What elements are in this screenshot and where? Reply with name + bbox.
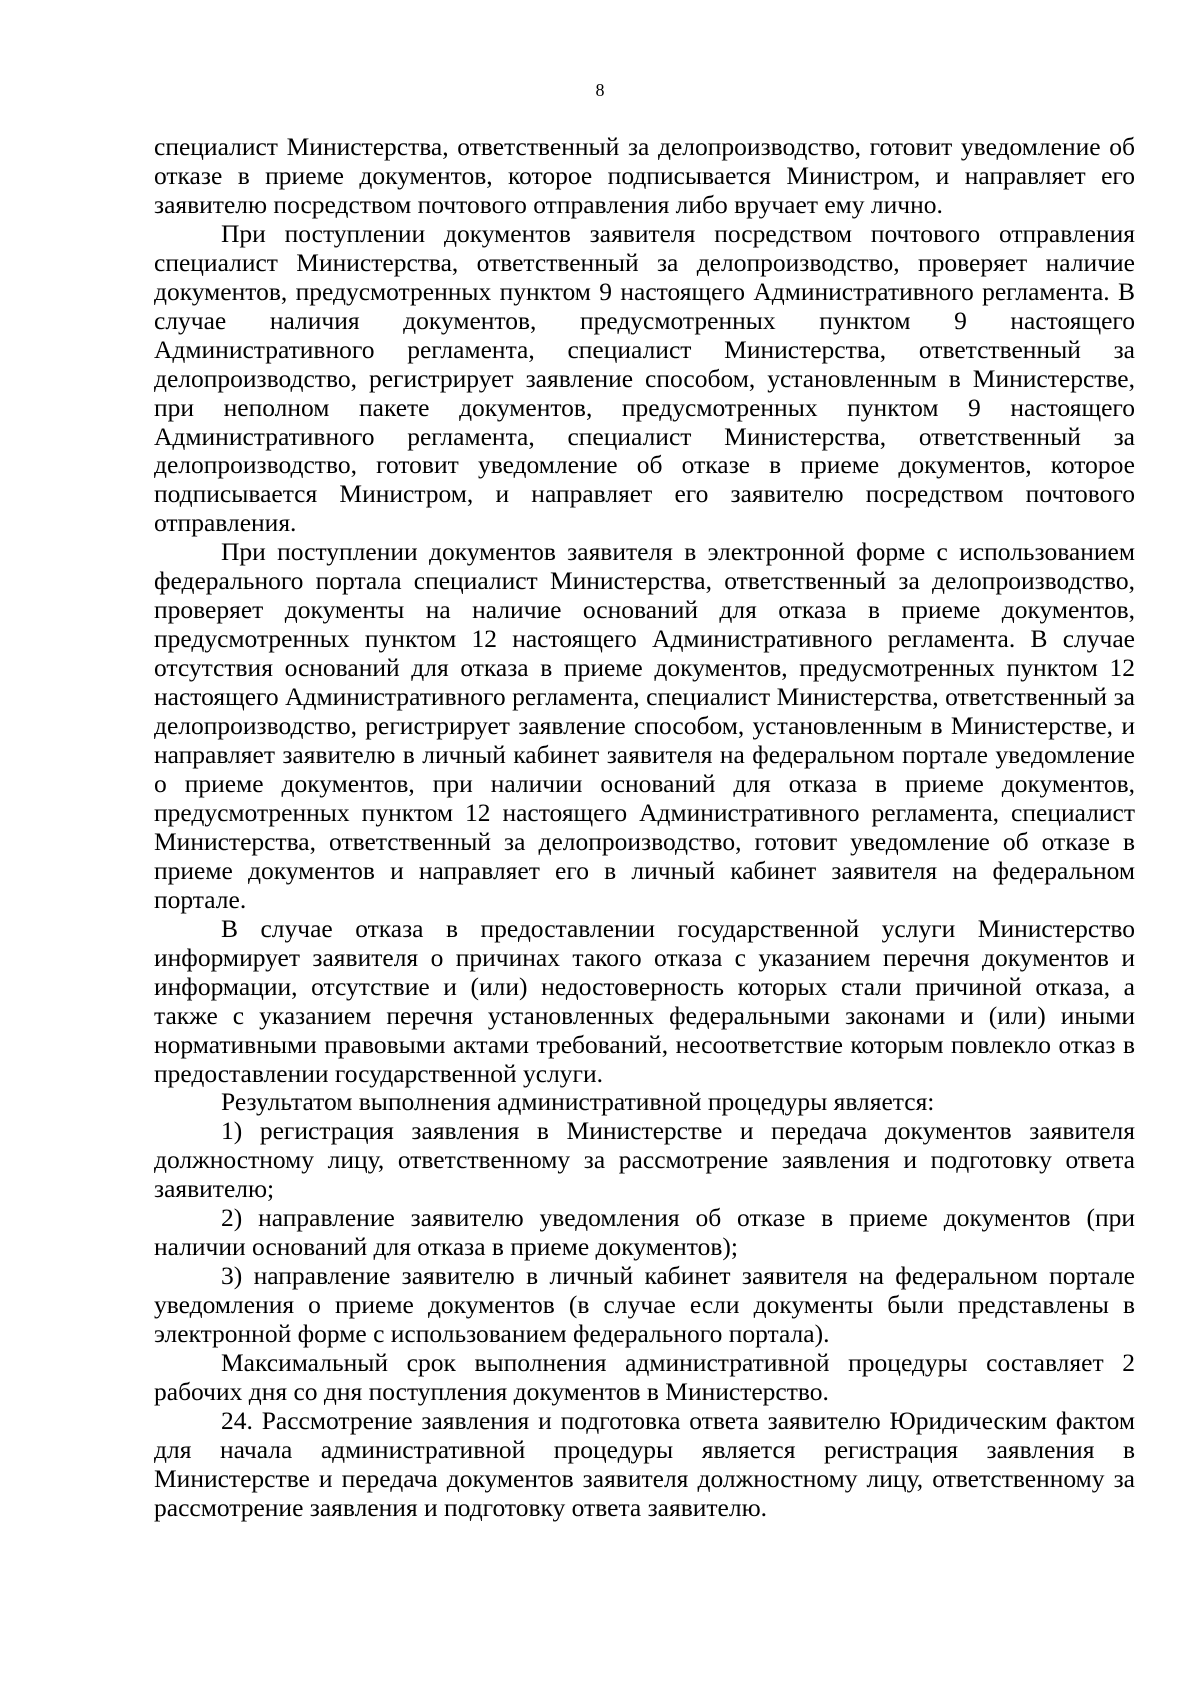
list-item: 2) направление заявителю уведомления об отказе в приеме документов (при наличии оснований для отказа в приеме документов); xyxy=(154,1203,1135,1262)
list-item: 1) регистрация заявления в Министерстве и передача документов заявителя должностному лицу, ответственному за рассмотрение заявления и подготовку ответа заявителю; xyxy=(154,1116,1135,1204)
list-item: 3) направление заявителю в личный кабинет заявителя на федеральном портале уведомления о приеме документов (в случае если документы были представлены в электронной форме с использованием федерального портала). xyxy=(154,1261,1135,1349)
page-number: 8 xyxy=(595,80,605,100)
section-paragraph: 24. Рассмотрение заявления и подготовка ответа заявителю Юридическим фактом для начала административной процедуры является регистрация заявления в Министерстве и передача документов заявителя должностному лицу, ответственному за рассмотрение заявления и подготовку ответа заявителю. xyxy=(154,1405,1135,1522)
paragraph: Результатом выполнения административной процедуры является: xyxy=(221,1087,935,1117)
paragraph: При поступлении документов заявителя в электронной форме с использованием федерального портала специалист Министерства, ответственный за делопроизводство, проверяет документы на наличие оснований для отказа в приеме документов, предусмотренных пунктом 12 настоящего Административного регламента. В случае отсутствия оснований для отказа в приеме документов, предусмотренных пунктом 12 настоящего Административного регламента, специалист Министерства, ответственный за делопроизводство, регистрирует заявление способом, установленным в Министерстве, и направляет заявителю в личный кабинет заявителя на федеральном портале уведомление о приеме документов, при наличии оснований для отказа в приеме документов, предусмотренных пунктом 12 настоящего Административного регламента, специалист Министерства, ответственный за делопроизводство, готовит уведомление об отказе в приеме документов и направляет его в личный кабинет заявителя на федеральном портале. xyxy=(154,537,1135,914)
paragraph: Максимальный срок выполнения административной процедуры составляет 2 рабочих дня со дня поступления документов в Министерство. xyxy=(154,1348,1135,1406)
paragraph: При поступлении документов заявителя посредством почтового отправления специалист Министерства, ответственный за делопроизводство, проверяет наличие документов, предусмотренных пунктом 9 настоящего Административного регламента. В случае наличия документов, предусмотренных пунктом 9 настоящего Административного регламента, специалист Министерства, ответственный за делопроизводство, регистрирует заявление способом, установленным в Министерстве, при неполном пакете документов, предусмотренных пунктом 9 настоящего Административного регламента, специалист Министерства, ответственный за делопроизводство, готовит уведомление об отказе в приеме документов, которое подписывается Министром, и направляет его заявителю посредством почтового отправления. xyxy=(154,218,1135,538)
paragraph: В случае отказа в предоставлении государственной услуги Министерство информирует заявителя о причинах такого отказа с указанием перечня документов и информации, отсутствие и (или) недостоверность которых стали причиной отказа, а также с указанием перечня установленных федеральными законами и (или) иными нормативными правовыми актами требований, несоответствие которым повлекло отказ в предоставлении государственной услуги. xyxy=(154,913,1135,1088)
paragraph: специалист Министерства, ответственный за делопроизводство, готовит уведомление об отказе в приеме документов, которое подписывается Министром, и направляет его заявителю посредством почтового отправления либо вручает ему лично. xyxy=(154,132,1135,219)
document-body xyxy=(154,133,1135,1523)
